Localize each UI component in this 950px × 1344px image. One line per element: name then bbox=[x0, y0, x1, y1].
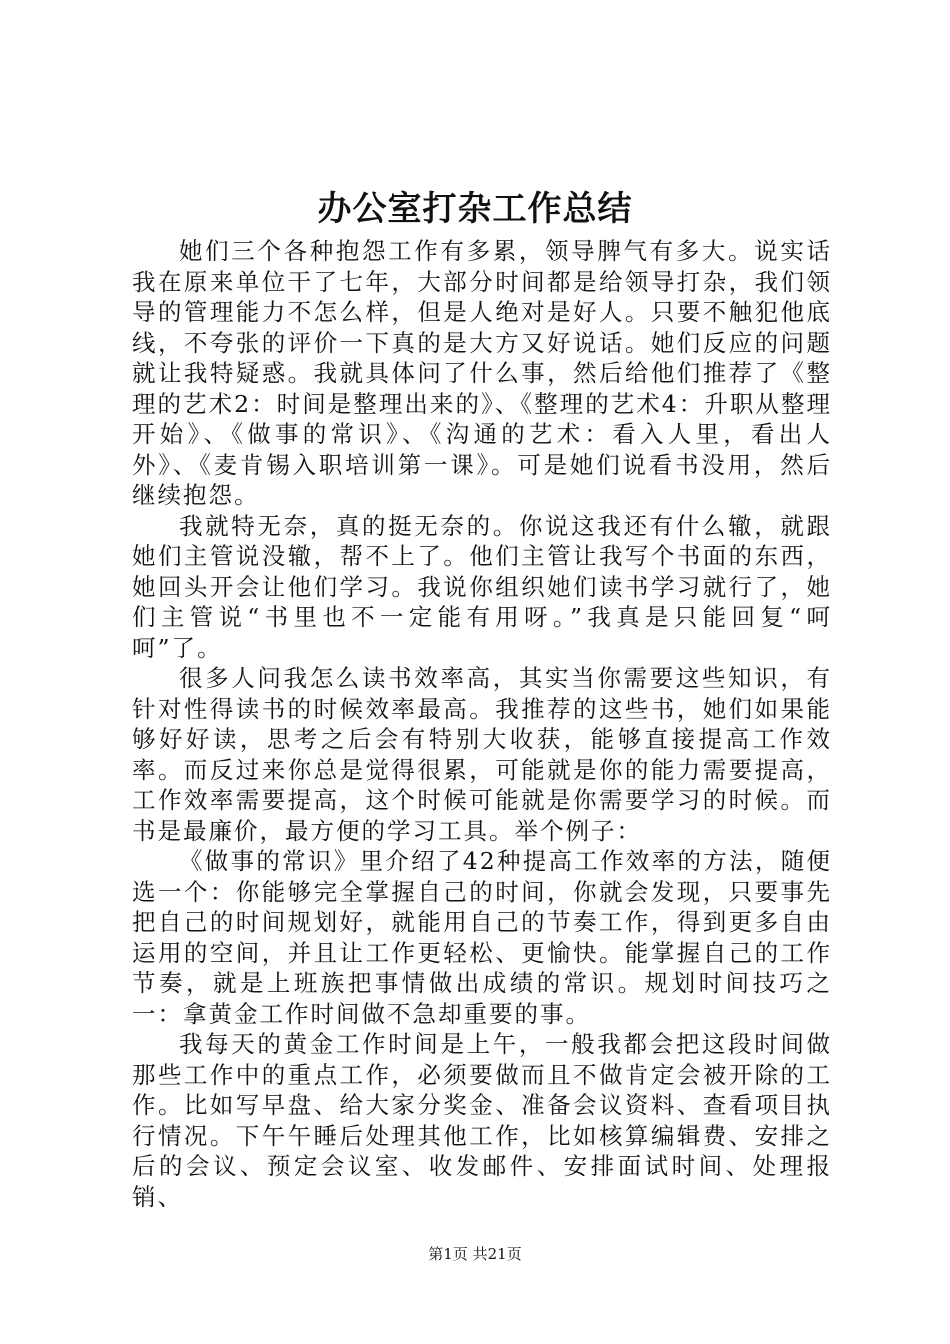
paragraph-3: 很多人问我怎么读书效率高，其实当你需要这些知识，有针对性得读书的时候效率最高。我推荐的这些书，她们如果能够好好读，思考之后会有特别大收获，能够直接提高工作效率。而反过来你总是觉得很累，可能就是你的能力需要提高，工作效率需要提高，这个时候可能就是你需要学习的时候。而书是最廉价，最方便的学习工具。举个例子： bbox=[132, 664, 832, 845]
document-title: 办公室打杂工作总结 bbox=[317, 189, 633, 229]
paragraph-2: 我就特无奈，真的挺无奈的。你说这我还有什么辙，就跟她们主管说没辙，帮不上了。他们主管让我写个书面的东西，她回头开会让他们学习。我说你组织她们读书学习就行了，她们主管说“书里也不一定能有用呀。”我真是只能回复“呵呵”了。 bbox=[132, 511, 832, 662]
page-number-indicator: 第1页 共21页 bbox=[428, 1245, 522, 1263]
paragraph-4: 《做事的常识》里介绍了42种提高工作效率的方法，随便选一个：你能够完全掌握自己的时间，你就会发现，只要事先把自己的时间规划好，就能用自己的节奏工作，得到更多自由运用的空间，并且让工作更轻松、更愉快。能掌握自己的工作节奏，就是上班族把事情做出成绩的常识。规划时间技巧之一：拿黄金工作时间做不急却重要的事。 bbox=[132, 847, 832, 1028]
document-body bbox=[132, 236, 832, 1212]
paragraph-5: 我每天的黄金工作时间是上午，一般我都会把这段时间做那些工作中的重点工作，必须要做而且不做肯定会被开除的工作。比如写早盘、给大家分奖金、准备会议资料、查看项目执行情况。下午午睡后处理其他工作，比如核算编辑费、安排之后的会议、预定会议室、收发邮件、安排面试时间、处理报销、 bbox=[132, 1030, 832, 1211]
paragraph-1: 她们三个各种抱怨工作有多累，领导脾气有多大。说实话我在原来单位干了七年，大部分时间都是给领导打杂，我们领导的管理能力不怎么样，但是人绝对是好人。只要不触犯他底线，不夸张的评价一下真的是大方又好说话。她们反应的问题就让我特疑惑。我就具体问了什么事，然后给他们推荐了《整理的艺术2：时间是整理出来的》、《整理的艺术4：升职从整理开始》、《做事的常识》、《沟通的艺术：看入人里，看出人外》、《麦肯锡入职培训第一课》。可是她们说看书没用，然后继续抱怨。 bbox=[132, 237, 832, 509]
page-footer bbox=[0, 1243, 950, 1265]
